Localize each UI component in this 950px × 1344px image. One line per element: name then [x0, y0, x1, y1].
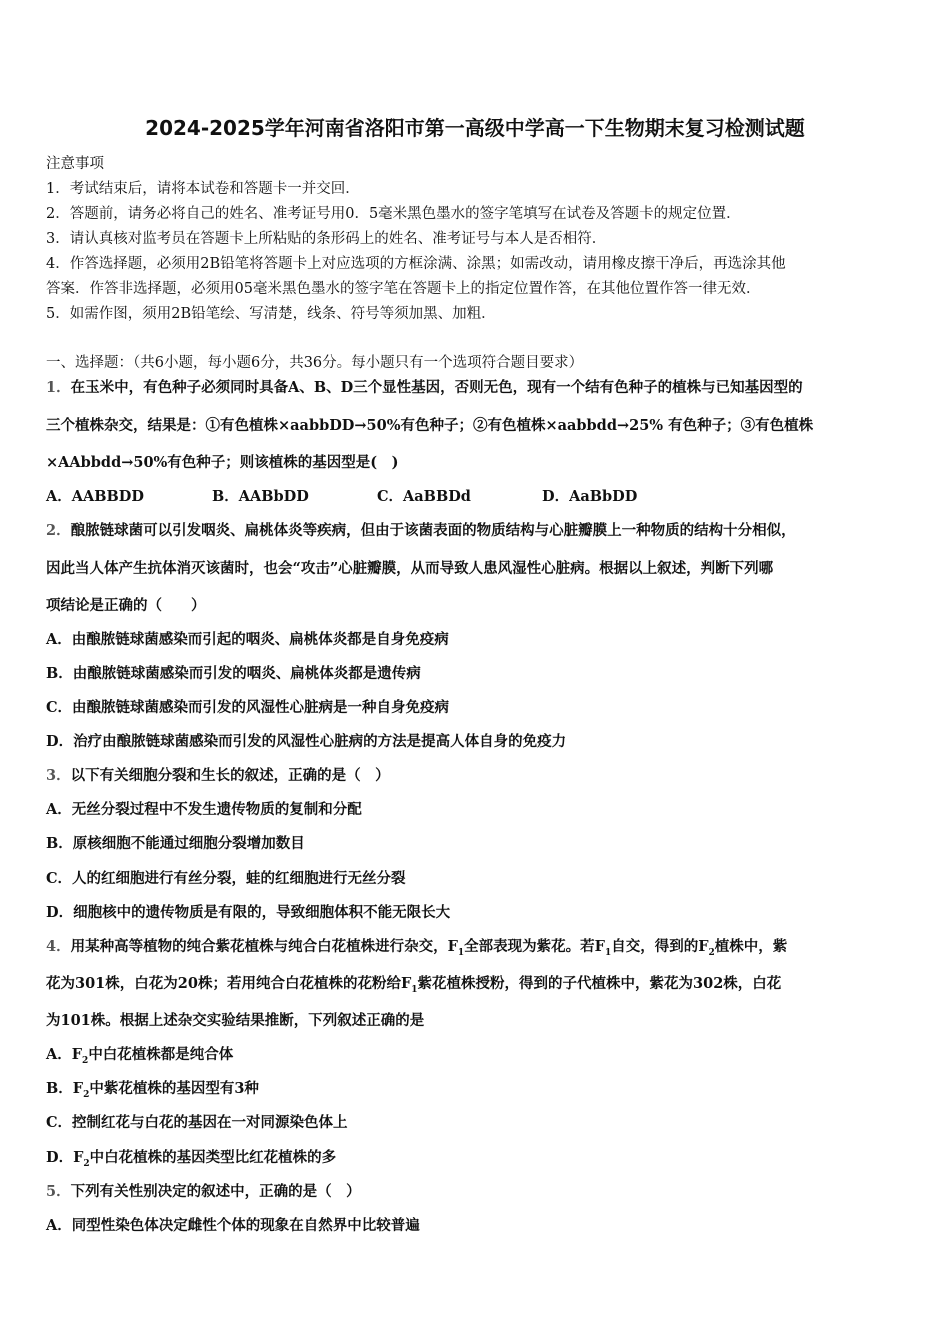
question-1-line-1: 1．在玉米中，有色种子必须同时具备A、B、D三个显性基因，否则无色，现有一个结有色种子的植株与已知基因型的 [46, 379, 803, 396]
notice-item-3: 3．请认真核对监考员在答题卡上所粘贴的条形码上的姓名、准考证号与本人是否相符． [46, 231, 607, 247]
question-2-line-1: 2．酿脓链球菌可以引发咽炎、扁桃体炎等疾病，但由于该菌表面的物质结构与心脏瓣膜上一种物质的结构十分相似， [46, 522, 796, 539]
question-2-option-a[interactable]: A．由酿脓链球菌感染而引起的咽炎、扁桃体炎都是自身免疫病 [46, 631, 449, 648]
question-3-option-b[interactable]: B．原核细胞不能通过细胞分裂增加数目 [46, 835, 305, 852]
question-4-line-1: 4．用某种高等植物的纯合紫花植株与纯合白花植株进行杂交，$F_1$全部表现为紫花。若$F_1$自交，得到的$F_2$植株中，紫 [46, 938, 788, 958]
question-5-option-a[interactable]: A．同型性染色体决定雌性个体的现象在自然界中比较普遍 [46, 1217, 420, 1234]
notice-item-4-cont: 答案．作答非选择题，必须用05毫米黑色墨水的签字笔在答题卡上的指定位置作答，在其他位置作答一律无效． [46, 281, 761, 297]
question-4-option-a[interactable]: A．$F_2$中白花植株都是纯合体 [46, 1046, 234, 1066]
question-4-option-d[interactable]: D．$F_2$中白花植株的基因类型比红花植株的多 [46, 1149, 337, 1169]
notice-item-4: 4．作答选择题，必须用2B铅笔将答题卡上对应选项的方框涂满、涂黑；如需改动，请用橡皮擦干净后，再选涂其他 [46, 256, 786, 272]
question-3-option-a[interactable]: A．无丝分裂过程中不发生遗传物质的复制和分配 [46, 801, 362, 818]
question-4-line-2: 花为301株，白花为20株；若用纯合白花植株的花粉给$F_1$紫花植株授粉，得到的子代植株中，紫花为302株，白花 [46, 975, 782, 995]
question-1-option-b[interactable]: B．AABbDD [212, 488, 309, 505]
question-4-number: 4． [46, 938, 71, 955]
notice-item-2: 2．答题前，请务必将自己的姓名、准考证号用0．5毫米黑色墨水的签字笔填写在试卷及答题卡的规定位置． [46, 206, 741, 222]
question-5-number: 5． [46, 1183, 71, 1200]
question-1-number: 1． [46, 379, 71, 396]
question-2-option-b[interactable]: B．由酿脓链球菌感染而引发的咽炎、扁桃体炎都是遗传病 [46, 665, 421, 682]
question-1-option-c[interactable]: C．AaBBDd [377, 488, 471, 505]
notice-heading: 注意事项 [46, 156, 104, 172]
notice-item-5: 5．如需作图，须用2B铅笔绘、写清楚，线条、符号等须加黑、加粗． [46, 306, 496, 322]
question-2-line-3: 项结论是正确的（ ） [46, 597, 206, 614]
notice-item-1: 1．考试结束后，请将本试卷和答题卡一并交回． [46, 181, 360, 197]
question-3-option-c[interactable]: C．人的红细胞进行有丝分裂，蛙的红细胞进行无丝分裂 [46, 870, 406, 887]
section-heading: 一、选择题：（共6小题，每小题6分，共36分。每小题只有一个选项符合题目要求） [46, 355, 584, 371]
question-1-option-d[interactable]: D．AaBbDD [542, 488, 638, 505]
question-4-line-3: 为101株。根据上述杂交实验结果推断，下列叙述正确的是 [46, 1012, 425, 1029]
question-1-option-a[interactable]: A．AABBDD [46, 488, 144, 505]
question-4-option-c[interactable]: C．控制红花与白花的基因在一对同源染色体上 [46, 1114, 348, 1131]
question-3-line-1: 3．以下有关细胞分裂和生长的叙述，正确的是（ ） [46, 767, 390, 784]
question-3-option-d[interactable]: D．细胞核中的遗传物质是有限的，导致细胞体积不能无限长大 [46, 904, 451, 921]
question-2-option-c[interactable]: C．由酿脓链球菌感染而引发的风湿性心脏病是一种自身免疫病 [46, 699, 450, 716]
question-2-option-d[interactable]: D．治疗由酿脓链球菌感染而引发的风湿性心脏病的方法是提高人体自身的免疫力 [46, 733, 567, 750]
question-5-line-1: 5．下列有关性别决定的叙述中，正确的是（ ） [46, 1183, 361, 1200]
page-title: 2024-2025学年河南省洛阳市第一高级中学高一下生物期末复习检测试题 [145, 116, 805, 140]
question-2-number: 2． [46, 522, 71, 539]
question-1-line-2: 三个植株杂交，结果是：①有色植株×aabbDD→50%有色种子；②有色植株×aabbdd→25% 有色种子；③有色植株 [46, 417, 814, 434]
question-2-line-2: 因此当人体产生抗体消灭该菌时，也会“攻击”心脏瓣膜，从而导致人患风湿性心脏病。根据以上叙述，判断下列哪 [46, 560, 774, 577]
question-4-option-b[interactable]: B．$F_2$中紫花植株的基因型有3种 [46, 1080, 259, 1100]
question-1-line-3: ×AAbbdd→50%有色种子；则该植株的基因型是( ) [46, 454, 399, 471]
question-3-number: 3． [46, 767, 71, 784]
